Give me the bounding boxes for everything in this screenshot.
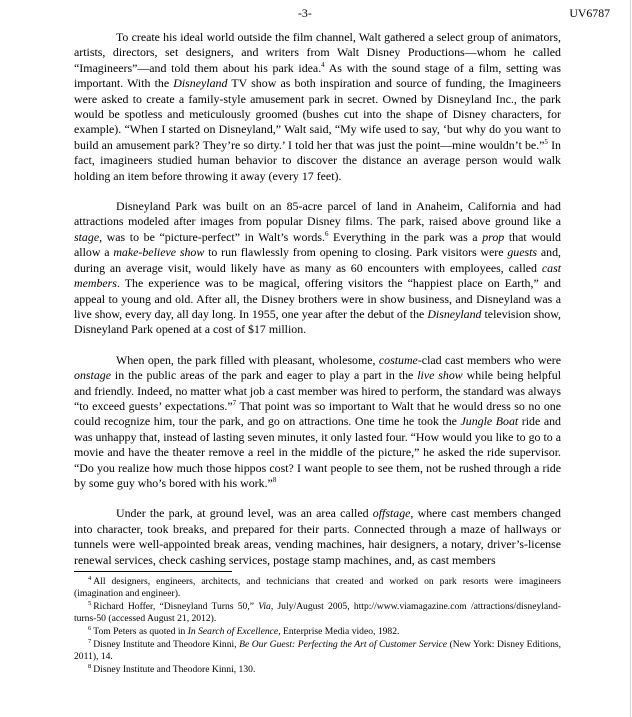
paragraph-4: Under the park, at ground level, was an area called offstage, where cast members changed into character, took breaks, and prepared for their parts. Connected through a maze of hallways or tunnels were well-appointed break areas, vending machines, hair designers, a notary, driver’s-license renewal services, check cashing services, postage stamp machines, and, as cast members [74, 506, 561, 567]
paragraph-3: When open, the park filled with pleasant, wholesome, costume-clad cast members who were onstage in the public areas of the park and eager to play a part in the live show while being helpful and friendly. Indeed, no matter what job a cast member was hired to perform, the standard was always “to exceed guests’ expectations.”$^7$ That point was so important to Walt that he would dress so no one could recognize him, tour the park, and go on attractions. One time he took the Jungle Boat ride and was unhappy that, instead of lasting seven minutes, it only lasted four. “How would you like to go to a movie and have the theater remove a reel in the middle of the picture,” he asked the ride supervisor. “Do you realize how much those hippos cost? I want people to see them, not be rushed through a ride by some guy who’s bored with his work.”$^8$ [74, 352, 562, 490]
footnote-8: $^8$ Disney Institute and Theodore Kinni, 130. [88, 662, 256, 675]
footnote-ref-8[interactable]: 8 [272, 476, 277, 484]
footnote-5: $^5$ Richard Hoffer, “Disneyland Turns 50,” Via, July/August 2005, http://www.viamagazine.com /attractions/disneyland-turns-50 (accessed August 21, 2012). [74, 599, 561, 624]
footnote-5-link[interactable]: , July/August 2005, http://www.viamagazine.com /attractions/disneyland-turns-50 (accessed August 21, 2012). [74, 601, 561, 624]
case-code: UV6787 [569, 6, 610, 20]
footnote-4: $^4$ All designers, engineers, architects, and technicians that created and worked on park resorts were imagineers (imagination and engineer). [74, 574, 561, 599]
footnote-divider [74, 571, 232, 572]
footnote-ref-5[interactable]: 5 [544, 137, 548, 146]
footnote-ref-4[interactable]: 4 [321, 60, 325, 69]
footnotes [74, 576, 561, 677]
footnote-ref-6[interactable]: 6 [324, 229, 329, 238]
paragraph-2: Disneyland Park was built on an 85-acre parcel of land in Anaheim, California and had attractions modeled after images from popular Disney films. The park, raised above ground like a stage, was to be “picture-perfect” in Walt’s words.$^6$ Everything in the park was a prop that would allow a make-believe show to run flawlessly from opening to closing. Park visitors were guests and, during an average visit, would likely have as many as 60 encounters with employees, called cast members. The experience was to be magical, offering visitors the “happiest place on Earth,” and appeal to young and old. After all, the Disney brothers were in show business, and Disneyland was a live show, every day, all day long. In 1955, one year after the debut of the Disneyland television show, Disneyland Park opened at a cost of $17 million. [74, 199, 562, 337]
footnote-6: $^6$ Tom Peters as quoted in In Search of Excellence, Enterprise Media video, 1982. [88, 624, 400, 637]
body-text [74, 30, 561, 583]
footnote-ref-7[interactable]: 7 [232, 398, 237, 407]
paragraph-1: To create his ideal world outside the film channel, Walt gathered a select group of animators, artists, directors, set designers, and writers from Walt Disney Productions—whom he called “Imagineers”—and told them about his park idea.$^4$ As with the sound stage of a film, setting was important. With the Disneyland TV show as both inspiration and source of funding, the Imagineers were asked to create a family-style amusement park in secret. Owned by Disneyland Inc., the park would be spotless and meticulously groomed (bushes cut into the shape of Disney characters, for example). “When I started on Disneyland,” Walt said, “My wife used to say, ‘but why do you want to build an amusement park? They’re so dirty.’ I told her that was just the point—mine wouldn’t be.”$^5$ In fact, imagineers studied human behavior to discover the distance an average person would walk holding an item before throwing it away (every 17 feet). [74, 30, 561, 183]
page-number: -3- [298, 6, 312, 20]
footnote-7: $^7$ Disney Institute and Theodore Kinni, Be Our Guest: Perfecting the Art of Customer Service (New York: Disney Editions, 2011), 14. [74, 637, 562, 662]
